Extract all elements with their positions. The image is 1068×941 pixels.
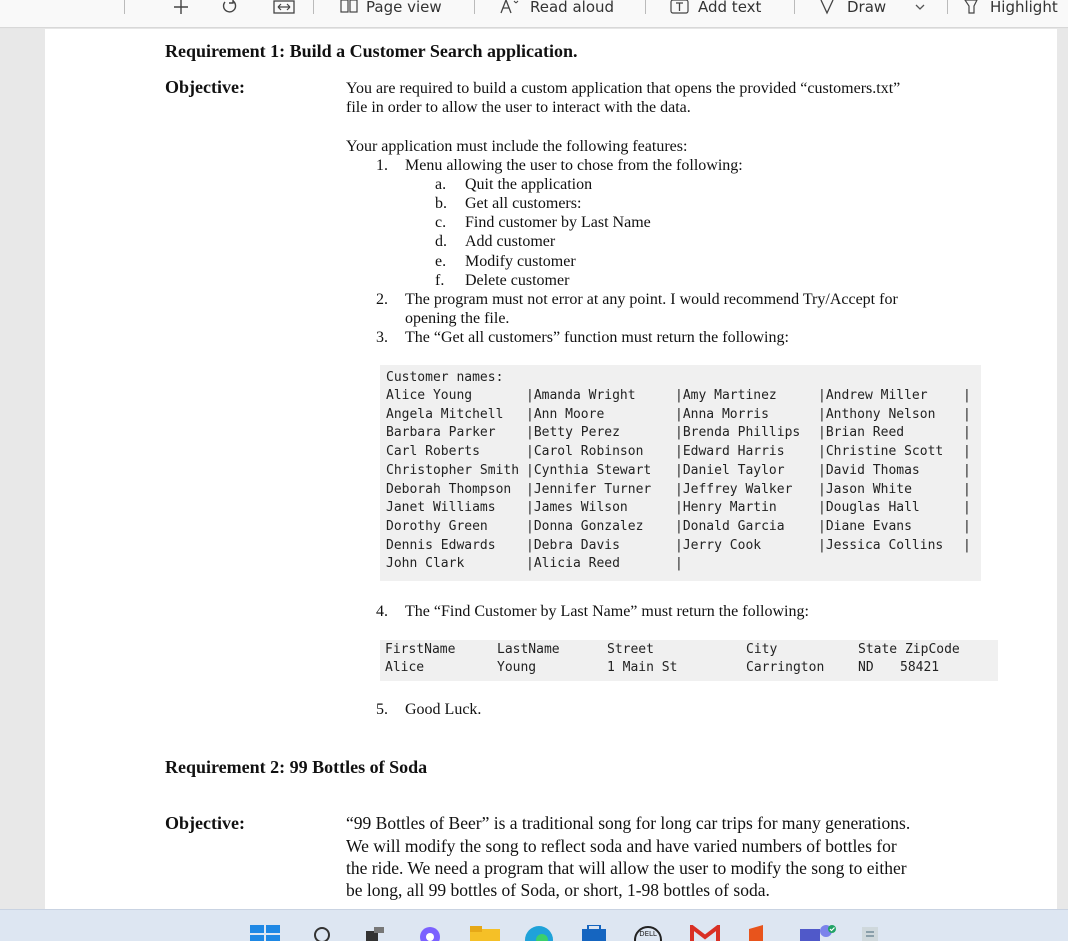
req2-title: Requirement 2: 99 Bottles of Soda (165, 757, 428, 777)
customer-name-cell: |Anthony Nelson (818, 406, 936, 422)
req1-objective-label: Objective: (165, 77, 245, 97)
office-icon[interactable] (745, 925, 771, 941)
subitem-letter: b. (435, 195, 447, 212)
rotate-icon (222, 0, 242, 15)
item3-text: The “Get all customers” function must return the following: (405, 329, 789, 346)
customer-name-cell: |Jessica Collins (818, 537, 944, 553)
customer-name-cell: Angela Mitchell (386, 406, 504, 422)
customer-name-cell: John Clark (386, 556, 465, 572)
find-value-lastname: Young (497, 660, 537, 675)
fit-width-button[interactable] (273, 0, 295, 18)
find-value-city: Carrington (746, 660, 825, 675)
customer-name-cell: |David Thomas (818, 462, 920, 478)
find-customer-output (380, 640, 998, 681)
customer-name-cell: |Diane Evans (818, 518, 912, 534)
customer-name-cell: Carl Roberts (386, 444, 480, 460)
highlighter-icon (962, 0, 982, 15)
customer-name-cell: |Amanda Wright (526, 388, 636, 403)
item3-number: 3. (376, 329, 388, 346)
customer-name-cell: |Debra Davis (526, 537, 620, 553)
customer-name-cell: | (963, 500, 971, 516)
customer-name-cell: | (963, 537, 971, 553)
toolbar-separator (645, 0, 646, 14)
read-aloud-label: Read aloud (530, 0, 615, 16)
customer-name-cell: | (963, 388, 971, 403)
toolbar-separator (474, 0, 475, 14)
find-value-street: 1 Main St (607, 660, 678, 675)
read-aloud-button[interactable] (500, 0, 614, 18)
windows-taskbar (0, 909, 1068, 941)
customer-name-cell: |Ann Moore (526, 406, 605, 422)
req2-line: “99 Bottles of Beer” is a traditional song for long car trips for many generations. (346, 813, 911, 833)
customer-name-cell: |Jerry Cook (675, 537, 762, 553)
item2-number: 2. (376, 291, 388, 308)
viewer-margin-right (1057, 29, 1068, 909)
customer-name-cell: |Donald Garcia (675, 518, 785, 534)
customer-name-cell: |Henry Martin (675, 500, 777, 516)
subitem-text: Quit the application (465, 176, 593, 193)
find-value-zip: 58421 (900, 660, 940, 675)
plus-icon (173, 0, 189, 15)
toolbar-separator (947, 0, 948, 14)
viewer-margin-left (0, 29, 45, 909)
draw-button[interactable] (819, 0, 926, 18)
file-explorer-icon[interactable] (470, 925, 500, 941)
customer-name-cell: |Cynthia Stewart (526, 462, 652, 478)
draw-label: Draw (847, 0, 887, 16)
customer-name-cell: | (963, 481, 971, 497)
customer-name-cell: |Douglas Hall (818, 500, 920, 516)
req2-line: be long, all 99 bottles of Soda, or short, 1-98 bottles of soda. (346, 880, 770, 900)
teams-icon[interactable] (798, 925, 838, 941)
rotate-button[interactable] (222, 0, 242, 18)
subitem-letter: f. (435, 272, 445, 289)
find-header-city: City (746, 642, 778, 657)
page-view-button[interactable] (340, 0, 442, 18)
find-header-street: Street (607, 642, 654, 657)
document-page (45, 29, 1057, 909)
req1-title: Requirement 1: Build a Customer Search application. (165, 41, 578, 61)
gmail-icon[interactable] (690, 925, 720, 941)
req2-line: the ride. We need a program that will allow the user to modify the song to either (346, 858, 907, 878)
customer-name-cell: |Jeffrey Walker (675, 481, 793, 497)
req1-para1-line1: You are required to build a custom application that opens the provided “customers.txt” (346, 80, 901, 97)
item2-line1: The program must not error at any point. I would recommend Try/Accept for (405, 291, 898, 308)
subitem-text: Delete customer (465, 272, 570, 289)
find-value-state: ND (858, 660, 874, 675)
add-text-icon (670, 0, 690, 15)
req1-features-intro: Your application must include the following features: (346, 138, 688, 155)
customer-name-cell: Janet Williams (386, 500, 496, 516)
subitem-text: Add customer (465, 233, 556, 250)
item4-number: 4. (376, 603, 388, 620)
find-value-firstname: Alice (385, 660, 425, 675)
notepad-icon[interactable] (858, 925, 882, 941)
item2-line2: opening the file. (405, 310, 510, 327)
find-header-firstname: FirstName (385, 642, 456, 657)
subitem-letter: d. (435, 233, 447, 250)
req1-para1-line2: file in order to allow the user to interact with the data. (346, 99, 691, 116)
customer-name-cell: |Edward Harris (675, 444, 785, 460)
chat-icon[interactable] (418, 925, 442, 941)
add-text-button[interactable] (670, 0, 761, 18)
customer-name-cell: Christopher Smith (386, 462, 520, 478)
customer-name-cell: |Christine Scott (818, 444, 944, 460)
dell-icon[interactable] (633, 925, 663, 941)
req2-objective-label: Objective: (165, 813, 245, 833)
customer-name-cell: | (963, 444, 971, 460)
customer-name-cell: |Donna Gonzalez (526, 518, 644, 534)
subitem-text: Modify customer (465, 253, 576, 270)
add-text-label: Add text (698, 0, 762, 16)
item5-text: Good Luck. (405, 701, 482, 718)
page-view-label: Page view (366, 0, 442, 16)
pdf-toolbar (0, 0, 1068, 28)
subitem-text: Find customer by Last Name (465, 214, 651, 231)
toolbar-separator (313, 0, 314, 14)
customer-name-cell: | (963, 462, 971, 478)
customer-name-cell: |Amy Martinez (675, 388, 777, 403)
customer-name-cell: | (963, 518, 971, 534)
zoom-in-button[interactable] (173, 0, 189, 18)
req2-line: We will modify the song to reflect soda and have varied numbers of bottles for (346, 836, 897, 856)
customers-header: Customer names: (386, 370, 504, 385)
customer-name-cell: |Jason White (818, 481, 912, 497)
customer-name-cell: | (963, 425, 971, 441)
subitem-letter: c. (435, 214, 447, 231)
fit-width-icon (273, 0, 295, 15)
item1-number: 1. (376, 157, 388, 174)
customer-name-cell: |James Wilson (526, 500, 628, 516)
customer-name-cell: |Brian Reed (818, 425, 905, 441)
find-header-lastname: LastName (497, 642, 560, 657)
svg-text:DELL: DELL (639, 930, 657, 938)
subitem-text: Get all customers: (465, 195, 582, 212)
item1-text: Menu allowing the user to chose from the following: (405, 157, 743, 174)
customer-name-cell: |Brenda Phillips (675, 425, 801, 441)
customer-name-cell: Dorothy Green (386, 518, 488, 534)
customer-name-cell: | (675, 556, 683, 572)
find-header-state-zip: State ZipCode (858, 642, 960, 657)
customer-name-cell: Dennis Edwards (386, 537, 496, 553)
read-aloud-icon (500, 0, 522, 15)
item4-text: The “Find Customer by Last Name” must return the following: (405, 603, 809, 620)
customer-names-output (380, 365, 981, 581)
highlight-button[interactable] (962, 0, 1058, 18)
customer-name-cell: |Andrew Miller (818, 388, 928, 403)
customer-name-cell: |Betty Perez (526, 425, 620, 441)
toolbar-separator (794, 0, 795, 14)
task-view-icon[interactable] (364, 925, 386, 941)
search-icon[interactable] (312, 925, 332, 941)
page-view-icon (340, 0, 358, 15)
customer-name-cell: Barbara Parker (386, 425, 496, 441)
item5-number: 5. (376, 701, 388, 718)
customer-name-cell: |Jennifer Turner (526, 481, 652, 497)
customer-name-cell: Alice Young (386, 388, 473, 403)
chevron-down-icon[interactable] (914, 2, 926, 12)
customer-name-cell: |Alicia Reed (526, 556, 620, 572)
windows-start-icon[interactable] (250, 925, 280, 941)
customer-name-cell: Deborah Thompson (386, 481, 512, 497)
subitem-letter: e. (435, 253, 447, 270)
store-icon[interactable] (580, 925, 608, 941)
customer-name-cell: |Anna Morris (675, 406, 769, 422)
subitem-letter: a. (435, 176, 447, 193)
customer-name-cell: |Carol Robinson (526, 444, 644, 460)
draw-icon (819, 0, 839, 15)
customer-name-cell: | (963, 406, 971, 422)
highlight-label: Highlight (990, 0, 1058, 16)
edge-icon[interactable] (524, 925, 554, 941)
toolbar-separator (124, 0, 125, 14)
customer-name-cell: |Daniel Taylor (675, 462, 785, 478)
